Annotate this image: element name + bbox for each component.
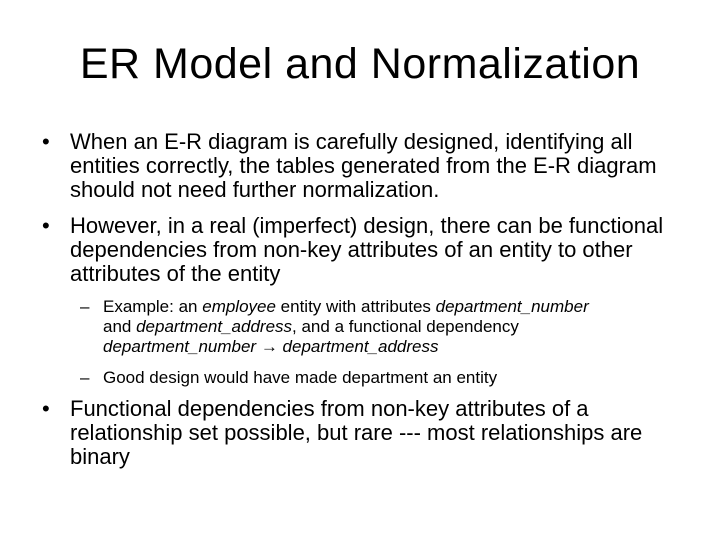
fd-rhs: department_address: [282, 337, 439, 356]
example-part: , and a functional dependency: [292, 317, 519, 336]
bullet-3: [42, 397, 682, 469]
example-part: Example: an: [103, 297, 203, 316]
sub-bullet-good-design-text: Good design would have made department an entity: [103, 368, 498, 387]
fd-lhs: department_number: [103, 337, 257, 356]
sub-bullet-marker: –: [80, 297, 90, 316]
sub-bullet-marker: –: [80, 368, 90, 387]
bullet-marker: •: [42, 396, 50, 421]
bullet-1-text: When an E-R diagram is carefully designed, identifying all entities correctly, the tables generated from the E-R diagram should not need further normalization.: [70, 129, 657, 202]
bullet-2: [42, 214, 682, 286]
bullet-2-text: However, in a real (imperfect) design, there can be functional dependencies from non-key attributes of an entity to other attributes of the entity: [70, 213, 664, 286]
example-attr: department_address: [136, 317, 293, 336]
sub-bullet-example: [80, 297, 700, 357]
bullet-marker: •: [42, 213, 50, 238]
example-part: and: [103, 317, 137, 336]
example-attr: department_number: [435, 297, 589, 316]
bullet-3-text: Functional dependencies from non-key attributes of a relationship set possible, but rare --- most relationships are binary: [70, 396, 643, 469]
slide-title: ER Model and Normalization: [79, 40, 641, 88]
sub-bullet-example-text: [103, 297, 700, 357]
example-part: entity with attributes: [275, 297, 436, 316]
bullet-1: [42, 130, 682, 202]
bullet-marker: •: [42, 129, 50, 154]
fd-arrow: →: [256, 337, 283, 356]
sub-bullet-good-design: [80, 368, 700, 388]
example-entity: employee: [202, 297, 276, 316]
